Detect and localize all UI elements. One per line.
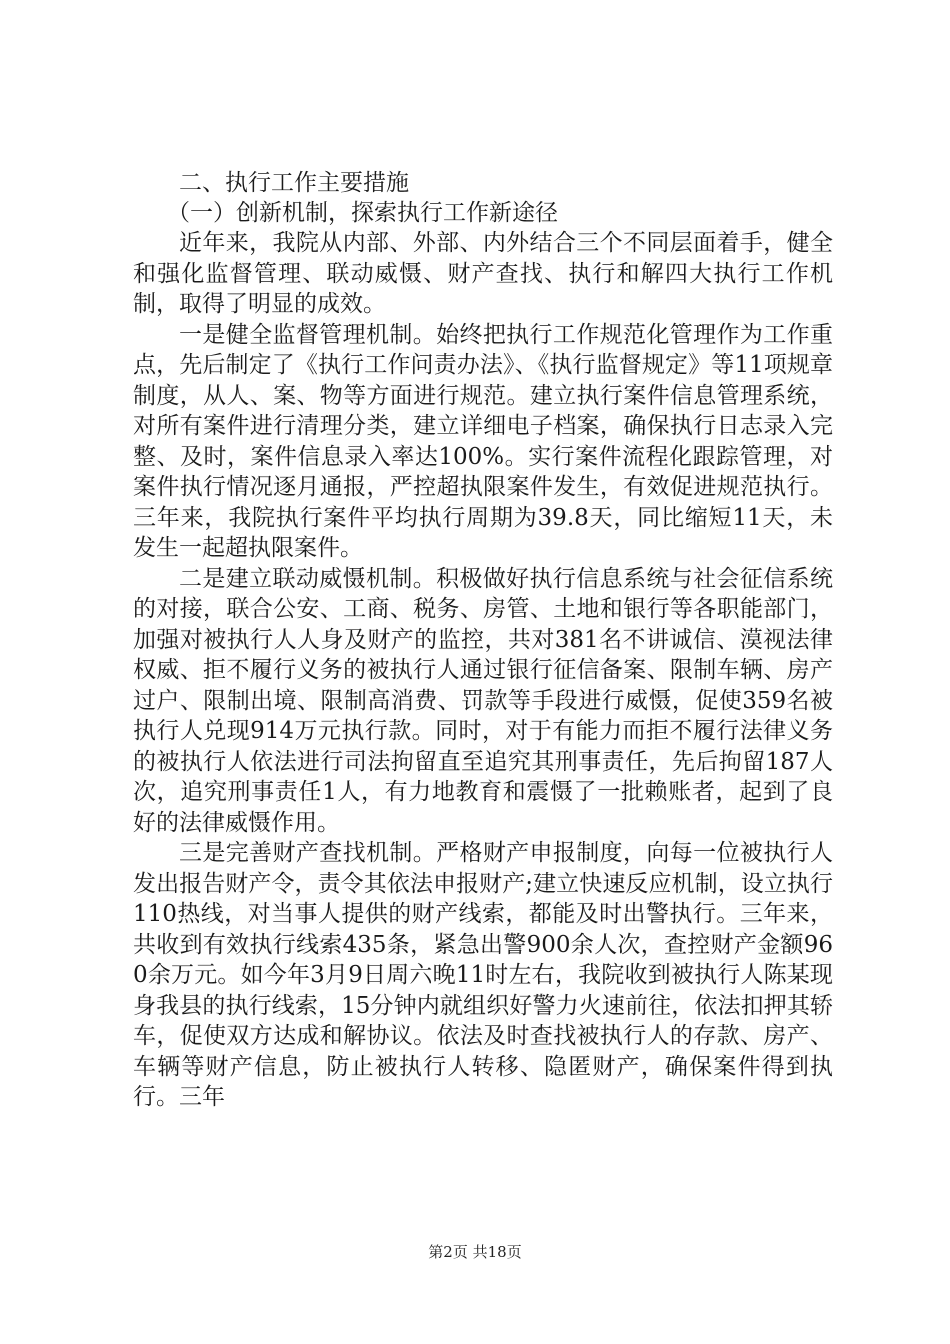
subsection-heading: （一）创新机制，探索执行工作新途径 (167, 200, 558, 226)
paragraph-intro: 近年来，我院从内部、外部、内外结合三个不同层面着手，健全和强化监督管理、联动威慑、财产查找、执行和解四大执行工作机制，取得了明显的成效。 (133, 230, 833, 317)
document-body (133, 168, 833, 1113)
page-footer: 第2页 共18页 (428, 1243, 522, 1261)
section-heading: 二、执行工作主要措施 (179, 170, 409, 196)
paragraph-asset-search: 三是完善财产查找机制。严格财产申报制度，向每一位被执行人发出报告财产令，责令其依法申报财产;建立快速反应机制，设立执行110热线，对当事人提供的财产线索，都能及时出警执行。三年来，共收到有效执行线索435条，紧急出警900余人次，查控财产金额960余万元。如今年3月9日周六晚11时左右，我院收到被执行人陈某现身我县的执行线索，15分钟内就组织好警力火速前往，依法扣押其轿车，促使双方达成和解协议。依法及时查找被执行人的存款、房产、车辆等财产信息，防止被执行人转移、隐匿财产，确保案件得到执行。三年 (133, 840, 833, 1110)
paragraph-supervision: 一是健全监督管理机制。始终把执行工作规范化管理作为工作重点，先后制定了《执行工作问责办法》、《执行监督规定》等11项规章制度，从人、案、物等方面进行规范。建立执行案件信息管理系统，对所有案件进行清理分类，建立详细电子档案，确保执行日志录入完整、及时，案件信息录入率达100%。实行案件流程化跟踪管理，对案件执行情况逐月通报，严控超执限案件发生，有效促进规范执行。三年来，我院执行案件平均执行周期为39.8天，同比缩短11天，未发生一起超执限案件。 (133, 321, 833, 561)
paragraph-deterrence: 二是建立联动威慑机制。积极做好执行信息系统与社会征信系统的对接，联合公安、工商、税务、房管、土地和银行等各职能部门，加强对被执行人人身及财产的监控，共对381名不讲诚信、漠视法律权威、拒不履行义务的被执行人通过银行征信备案、限制车辆、房产过户、限制出境、限制高消费、罚款等手段进行威慑，促使359名被执行人兑现914万元执行款。同时，对于有能力而拒不履行法律义务的被执行人依法进行司法拘留直至追究其刑事责任，先后拘留187人次，追究刑事责任1人，有力地教育和震慑了一批赖账者，起到了良好的法律威慑作用。 (133, 565, 833, 836)
